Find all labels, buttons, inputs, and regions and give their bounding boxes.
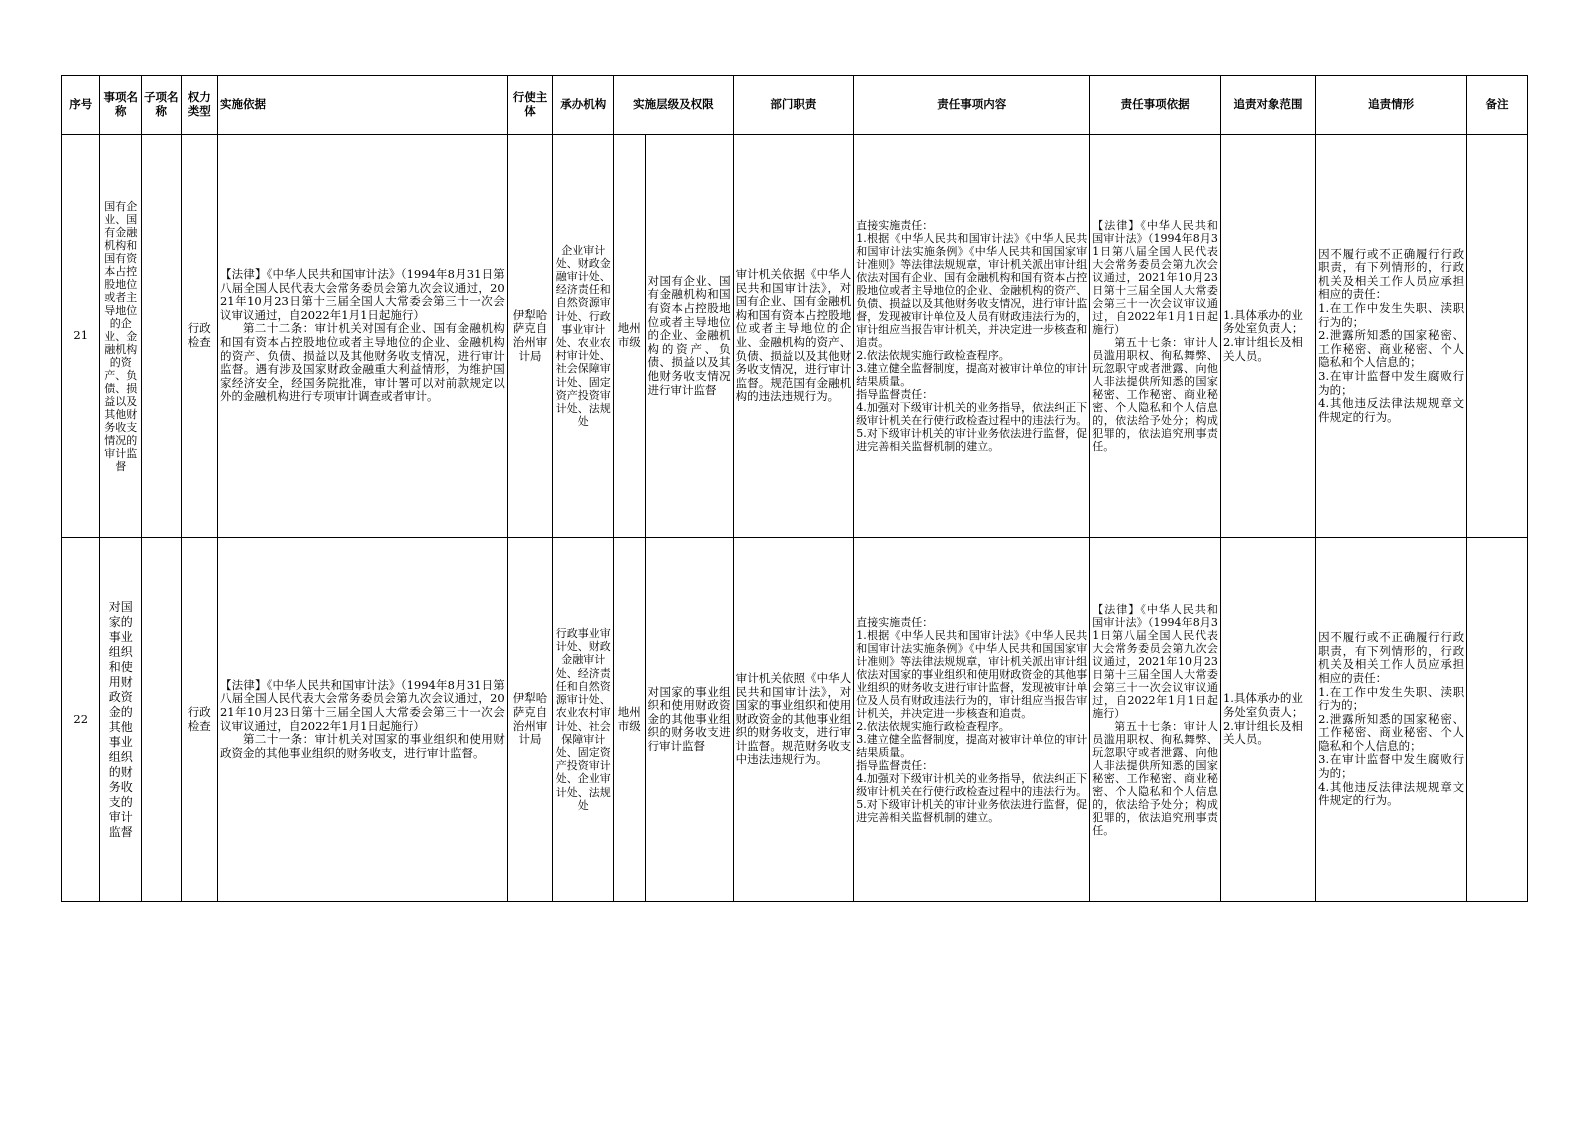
row-scope: 1.具体承办的业务处室负责人； 2.审计组长及相关人员。 [1220, 538, 1315, 902]
header-seq: 序号 [62, 76, 100, 135]
header-subject: 行使主体 [507, 76, 553, 135]
row-power-type: 行政检查 [181, 135, 217, 538]
row-resp-content: 直接实施责任： 1.根据《中华人民共和国审计法》《中华人民共和国审计法实施条例》《中华人民共和国国家审计准则》等法律法规规章，审计机关派出审计组依法对国家的事业组织和使用财政资金的其他事业组织的财务收支进行审计监督，发现被审计单位及人员有财政违法行为的，审计组应当报告审计机关，并决定进一步核查和追责。 2.依法依规实施行政检查程序。 3.建立健全监督制度，提高对被审计单位的审计结果质量。 指导监督责任： 4.加强对下级审计机关的业务指导，依法纠正下级审计机关在行使行政检查过程中的违法行为。 5.对下级审计机关的审计业务依法进行监督，促进完善相关监督机制的建立。 [854, 538, 1090, 902]
row-basis [217, 135, 507, 538]
row-situation: 因不履行或不正确履行行政职责，有下列情形的，行政机关及相关工作人员应承担相应的责任： 1.在工作中发生失职、渎职行为的； 2.泄露所知悉的国家秘密、工作秘密、商业秘密、个人隐私和个人信息的； 3.在审计监督中发生腐败行为的； 4.其他违反法律法规规章文件规定的行为。 [1316, 538, 1467, 902]
row-level-scope: 对国家的事业组织和使用财政资金的其他事业组织的财务收支进行审计监督 [645, 538, 733, 902]
row-subject: 伊犁哈萨克自治州审计局 [507, 538, 553, 902]
resp-basis-law: 【法律】《中华人民共和国审计法》（1994年8月31日第八届全国人民代表大会常务委员会第九次会议通过，2021年10月23日第十三届全国人大常委会第三十一次会议审议通过，自2022年1月1日起施行） [1092, 219, 1218, 336]
row-note [1467, 538, 1528, 902]
header-row [62, 76, 1528, 135]
basis-article: 第二十一条：审计机关对国家的事业组织和使用财政资金的其他事业组织的财务收支，进行审计监督。 [219, 732, 505, 760]
header-item-name: 事项名称 [100, 76, 142, 135]
basis-law: 【法律】《中华人民共和国审计法》（1994年8月31日第八届全国人民代表大会常务委员会第九次会议通过，2021年10月23日第十三届全国人大常委会第三十一次会议审议通过，自2022年1月1日起施行） [219, 267, 505, 322]
resp-basis-law: 【法律】《中华人民共和国审计法》（1994年8月31日第八届全国人民代表大会常务委员会第九次会议通过，2021年10月23日第十三届全国人大常委会第三十一次会议审议通过，自2022年1月1日起施行） [1092, 602, 1218, 720]
table-row [62, 135, 1528, 538]
row-subject: 伊犁哈萨克自治州审计局 [507, 135, 553, 538]
row-duty: 审计机关依据《中华人民共和国审计法》，对国有企业、国有金融机构和国有资本占控股地位或者主导地位的企业、金融机构的资产、负债、损益以及其他财务收支情况，进行审计监督。规范国有金融机构的违法违规行为。 [733, 135, 854, 538]
header-level: 实施层级及权限 [614, 76, 734, 135]
header-situation: 追责情形 [1316, 76, 1467, 135]
row-scope: 1.具体承办的业务处室负责人； 2.审计组长及相关人员。 [1220, 135, 1315, 538]
row-level: 地州市级 [614, 135, 645, 538]
header-scope: 追责对象范围 [1220, 76, 1315, 135]
row-item-name: 国有企业、国有金融机构和国有资本占控股地位或者主导地位的企业、金融机构的资产、负债、损益以及其他财务收支情况的审计监督 [100, 135, 142, 538]
row-org: 行政事业审计处、财政金融审计处、经济责任和自然资源审计处、农业农村审计处、社会保障审计处、固定资产投资审计处、企业审计处、法规处 [553, 538, 614, 902]
row-level-scope: 对国有企业、国有金融机构和国有资本占控股地位或者主导地位的企业、金融机构的资产、负债、损益以及其他财务收支情况进行审计监督 [645, 135, 733, 538]
row-basis [217, 538, 507, 902]
header-basis: 实施依据 [217, 76, 507, 135]
row-power-type: 行政检查 [181, 538, 217, 902]
basis-law: 【法律】《中华人民共和国审计法》（1994年8月31日第八届全国人民代表大会常务委员会第九次会议通过，2021年10月23日第十三届全国人大常委会第三十一次会议审议通过，自2022年1月1日起施行） [219, 677, 505, 733]
header-power-type: 权力类型 [181, 76, 217, 135]
row-resp-basis [1090, 538, 1221, 902]
header-resp-content: 责任事项内容 [854, 76, 1090, 135]
row-level: 地州市级 [614, 538, 645, 902]
resp-basis-article: 第五十七条：审计人员滥用职权、徇私舞弊、玩忽职守或者泄露、向他人非法提供所知悉的国家秘密、工作秘密、商业秘密、个人隐私和个人信息的，依法给予处分；构成犯罪的，依法追究刑事责任。 [1092, 719, 1218, 837]
basis-article: 第二十二条：审计机关对国有企业、国有金融机构和国有资本占控股地位或者主导地位的企业、金融机构的资产、负债、损益以及其他财务收支情况，进行审计监督。遇有涉及国家财政金融重大利益情形，为维护国家经济安全，经国务院批准，审计署可以对前款规定以外的金融机构进行专项审计调查或者审计。 [219, 321, 505, 404]
header-note: 备注 [1467, 76, 1528, 135]
row-sub-item [142, 135, 182, 538]
row-item-name: 对国家的事业组织和使用财政资金的其他事业组织的财务收支的审计监督 [100, 538, 142, 902]
header-resp-basis: 责任事项依据 [1090, 76, 1221, 135]
power-list-table [61, 75, 1528, 902]
row-duty: 审计机关依照《中华人民共和国审计法》，对国家的事业组织和使用财政资金的其他事业组织的财务收支，进行审计监督。规范财务收支中违法违规行为。 [733, 538, 854, 902]
header-org: 承办机构 [553, 76, 614, 135]
row-situation: 因不履行或不正确履行行政职责，有下列情形的，行政机关及相关工作人员应承担相应的责任： 1.在工作中发生失职、渎职行为的； 2.泄露所知悉的国家秘密、工作秘密、商业秘密、个人隐私和个人信息的； 3.在审计监督中发生腐败行为的； 4.其他违反法律法规规章文件规定的行为。 [1316, 135, 1467, 538]
row-resp-basis [1090, 135, 1221, 538]
table-row [62, 538, 1528, 902]
header-duty: 部门职责 [733, 76, 854, 135]
row-seq: 22 [62, 538, 100, 902]
resp-basis-article: 第五十七条：审计人员滥用职权、徇私舞弊、玩忽职守或者泄露、向他人非法提供所知悉的国家秘密、工作秘密、商业秘密、个人隐私和个人信息的，依法给予处分；构成犯罪的，依法追究刑事责任。 [1092, 336, 1218, 453]
row-note [1467, 135, 1528, 538]
row-sub-item [142, 538, 182, 902]
row-resp-content: 直接实施责任： 1.根据《中华人民共和国审计法》《中华人民共和国审计法实施条例》《中华人民共和国国家审计准则》等法律法规规章，审计机关派出审计组依法对国有企业、国有金融机构和国有资本占控股地位或者主导地位的企业、金融机构的资产、负债、损益以及其他财务收支情况，进行审计监督，发现被审计单位及人员有财政违法行为的，审计组应当报告审计机关，并决定进一步核查和追责。 2.依法依规实施行政检查程序。 3.建立健全监督制度，提高对被审计单位的审计结果质量。 指导监督责任： 4.加强对下级审计机关的业务指导，依法纠正下级审计机关在行使行政检查过程中的违法行为。 5.对下级审计机关的审计业务依法进行监督，促进完善相关监督机制的建立。 [854, 135, 1090, 538]
row-org: 企业审计处、财政金融审计处、经济责任和自然资源审计处、行政事业审计处、农业农村审计处、社会保障审计处、固定资产投资审计处、法规处 [553, 135, 614, 538]
row-seq: 21 [62, 135, 100, 538]
header-sub-item: 子项名称 [142, 76, 182, 135]
